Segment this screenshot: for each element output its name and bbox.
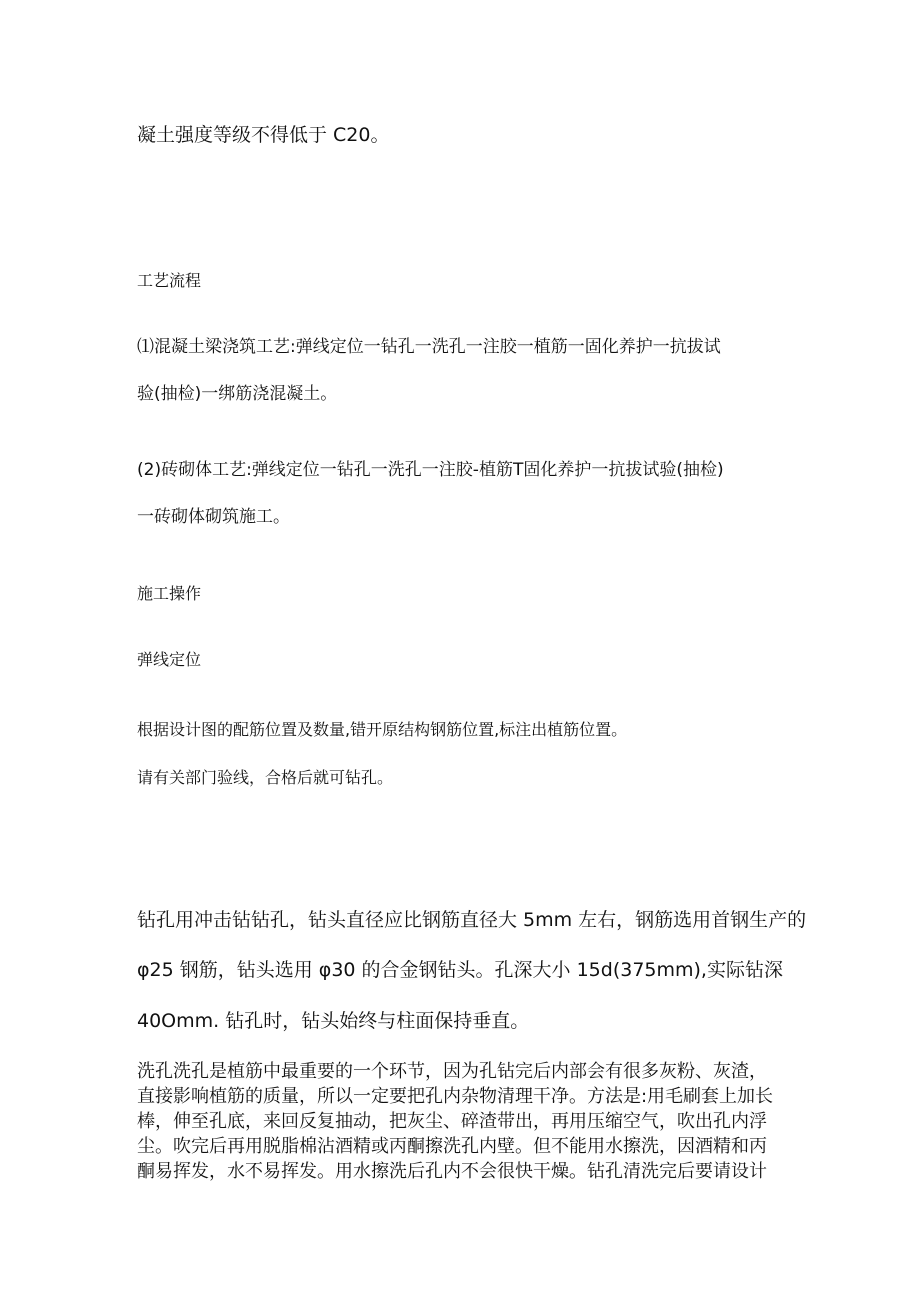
- intro-line: 凝土强度等级不得低于 C20。: [137, 124, 390, 146]
- washing-line-1: 洗孔洗孔是植筋中最重要的一个环节，因为孔钻完后内部会有很多灰粉、灰渣，: [137, 1061, 767, 1082]
- heading-operation: 施工操作: [137, 584, 202, 603]
- heading-process: 工艺流程: [137, 271, 202, 290]
- drilling-line-3: 40Omm. 钻孔时，钻头始终与柱面保持垂直。: [137, 1010, 530, 1032]
- marking-text-2: 请有关部门验线，合格后就可钻孔。: [137, 768, 394, 787]
- drilling-line-1: 钻孔用冲击钻钻孔，钻头直径应比钢筋直径大 5mm 左右，钢筋选用首钢生产的: [137, 909, 807, 931]
- washing-line-5: 酮易挥发，水不易挥发。用水擦洗后孔内不会很快干燥。钻孔清洗完后要请设计: [137, 1161, 767, 1182]
- washing-line-3: 棒，伸至孔底，来回反复抽动，把灰尘、碎渣带出，再用压缩空气，吹出孔内浮: [137, 1111, 767, 1132]
- process-1-line-1: ⑴混凝土梁浇筑工艺:弹线定位一钻孔一洗孔一注胶一植筋一固化养护一抗拔试: [137, 337, 721, 357]
- heading-marking: 弹线定位: [137, 650, 202, 669]
- washing-line-2: 直接影响植筋的质量，所以一定要把孔内杂物清理干净。方法是:用毛刷套上加长: [137, 1086, 774, 1107]
- process-1-line-2: 验(抽检)一绑筋浇混凝土。: [137, 384, 338, 404]
- process-2-line-2: 一砖砌体砌筑施工。: [137, 507, 290, 527]
- washing-line-4: 尘。吹完后再用脱脂棉沾酒精或丙酮擦洗孔内壁。但不能用水擦洗，因酒精和丙: [137, 1136, 767, 1157]
- marking-text-1: 根据设计图的配筋位置及数量,错开原结构钢筋位置,标注出植筋位置。: [137, 720, 628, 739]
- drilling-line-2: φ25 钢筋，钻头选用 φ30 的合金钢钻头。孔深大小 15d(375mm),实际钻深: [137, 959, 783, 981]
- process-2-line-1: (2)砖砌体工艺:弹线定位一钻孔一洗孔一注胶-植筋T固化养护一抗拔试验(抽检): [137, 460, 724, 480]
